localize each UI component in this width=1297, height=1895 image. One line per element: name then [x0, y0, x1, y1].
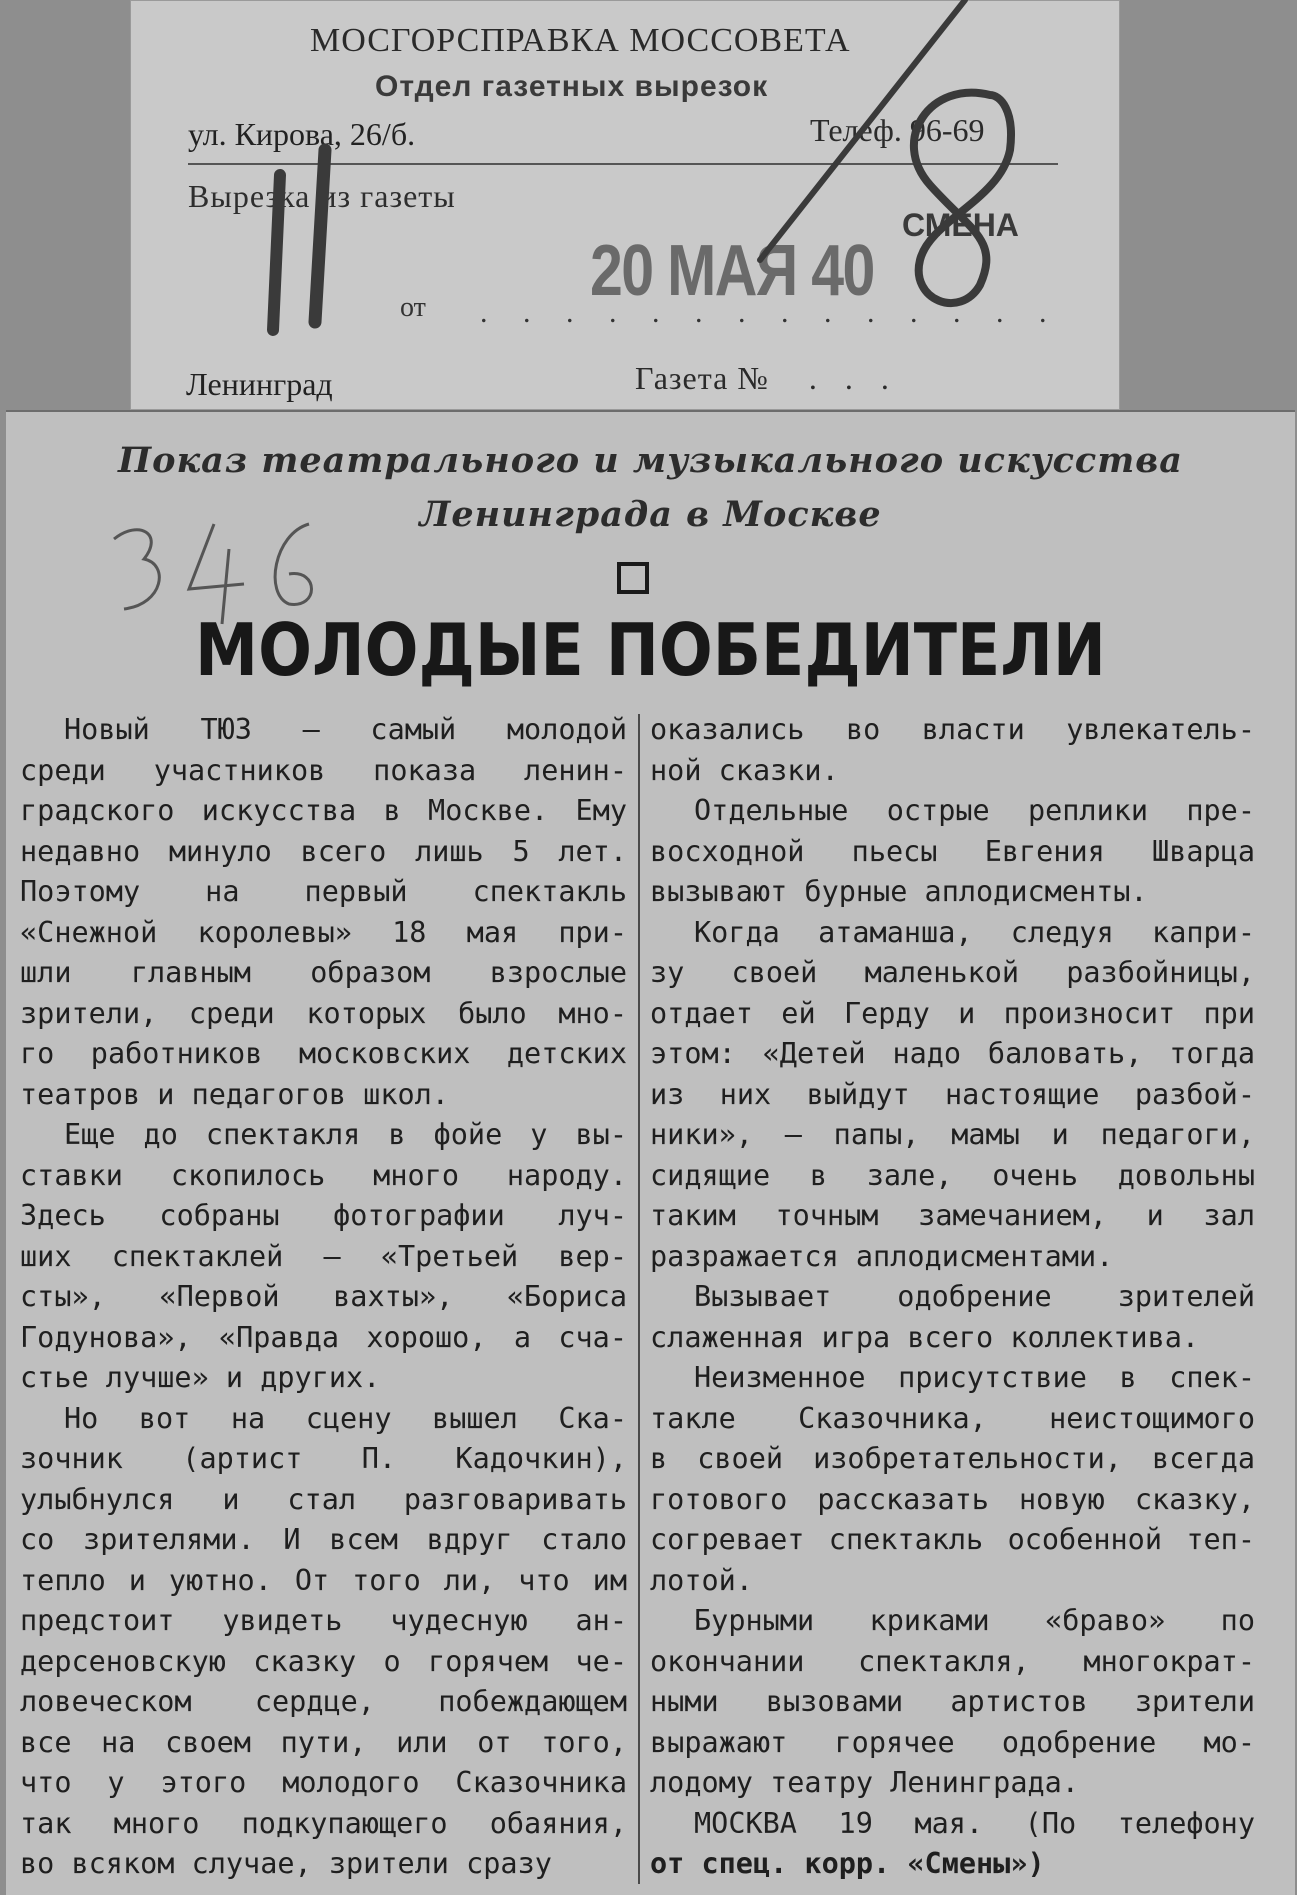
- article-line: ники», — папы, мамы и педагоги,: [650, 1118, 1255, 1151]
- rubric-line-1: Показ театрального и музыкального искусства: [118, 440, 1183, 481]
- address: ул. Кирова, 26/б.: [188, 116, 416, 152]
- article-line: что у этого молодого Сказочника: [20, 1766, 627, 1799]
- article-line: оказались во власти увлекатель-: [650, 713, 1255, 746]
- article-line: тепло и уютно. От того ли, что им: [20, 1563, 627, 1597]
- article-line: зу своей маленькой разбойницы,: [650, 956, 1255, 989]
- article-line: Вызывает одобрение зрителей: [694, 1280, 1255, 1313]
- from-dots: . . . . . . . . . . . . . .: [480, 296, 1061, 329]
- article-line: ной сказки.: [650, 753, 839, 787]
- article-line: лотой.: [650, 1563, 753, 1597]
- article-line: зочник (артист П. Кадочкин),: [20, 1442, 627, 1475]
- article-line: согревает спектакль особенной теп-: [650, 1523, 1255, 1556]
- article-line: лодому театру Ленинграда.: [650, 1766, 1079, 1799]
- article-line: окончании спектакля, многократ-: [650, 1644, 1255, 1678]
- article-line: ших спектаклей — «Третьей вер-: [20, 1239, 627, 1273]
- article-line: ловеческом сердце, побеждающем: [20, 1685, 627, 1718]
- column-divider: [638, 714, 640, 1884]
- article-line: ставки скопилось много народу.: [20, 1158, 627, 1192]
- article-line: недавно минуло всего лишь 5 лет.: [20, 834, 627, 868]
- article-line: из них выйдут настоящие разбой-: [650, 1077, 1255, 1111]
- article-line: предстоит увидеть чудесную ан-: [20, 1604, 627, 1637]
- clipping-header-slip: [130, 0, 1120, 410]
- article-line: Годунова», «Правда хорошо, а сча-: [20, 1320, 627, 1354]
- article-line: в своей изобретательности, всегда: [650, 1442, 1255, 1475]
- agency-name: МОСГОРСПРАВКА МОССОВЕТА: [310, 22, 851, 59]
- article-line: со зрителями. И всем вдруг стало: [20, 1523, 627, 1556]
- article-column-right: [650, 710, 1255, 1885]
- article-line: Поэтому на первый спектакль: [20, 875, 627, 908]
- city: Ленинград: [186, 366, 333, 402]
- newspaper-article: [6, 410, 1295, 1895]
- article-line: «Снежной королевы» 18 мая при-: [20, 915, 627, 949]
- article-line: МОСКВА 19 мая. (По телефону: [694, 1806, 1255, 1840]
- article-line: Когда атаманша, следуя капри-: [694, 915, 1255, 949]
- article-line: такле Сказочника, неистощимого: [650, 1401, 1255, 1435]
- rubric-line-2: Ленинграда в Москве: [419, 494, 882, 535]
- article-line: стье лучше» и других.: [20, 1361, 381, 1394]
- article-line: Еще до спектакля в фойе у вы-: [64, 1118, 627, 1151]
- article-line: восходной пьесы Евгения Шварца: [650, 834, 1255, 868]
- article-line: во всяком случае, зрители сразу: [20, 1847, 552, 1880]
- article-column-left: [20, 710, 627, 1885]
- article-line: отдает ей Герду и произносит при: [650, 996, 1255, 1030]
- article-line: среди участников показа ленин-: [20, 753, 627, 787]
- headline: МОЛОДЫЕ ПОБЕДИТЕЛИ: [195, 608, 1106, 692]
- article-line: таким точным замечанием, и зал: [650, 1199, 1255, 1232]
- article-line: шли главным образом взрослые: [20, 956, 627, 989]
- article-line: Новый ТЮЗ — самый молодой: [64, 713, 627, 746]
- header-rule: [188, 163, 1058, 165]
- article-line: так много подкупающего обаяния,: [20, 1806, 627, 1840]
- article-line: градского искусства в Москве. Ему: [20, 794, 627, 827]
- article-line: улыбнулся и стал разговаривать: [20, 1482, 627, 1516]
- article-line: готового рассказать новую сказку,: [650, 1482, 1255, 1516]
- article-line: сидящие в зале, очень довольны: [650, 1158, 1255, 1192]
- from-label: от: [400, 292, 426, 323]
- cutting-label: Вырезка из газеты: [188, 178, 456, 214]
- article-line: го работников московских детских: [20, 1037, 627, 1070]
- department-name: Отдел газетных вырезок: [375, 70, 769, 103]
- article-line: выражают горячее одобрение мо-: [650, 1725, 1255, 1759]
- phone: Телеф. 96-69: [810, 112, 985, 148]
- article-line: разражается аплодисментами.: [650, 1239, 1114, 1273]
- article-line: от спец. корр. «Смены»): [650, 1847, 1045, 1880]
- date-stamp: 20 МАЯ 40: [590, 231, 874, 311]
- article-line: Но вот на сцену вышел Ска-: [64, 1401, 627, 1435]
- article-line: сты», «Первой вахты», «Бориса: [20, 1280, 627, 1313]
- article-line: зрители, среди которых было мно-: [20, 996, 627, 1030]
- article-line: слаженная игра всего коллектива.: [650, 1320, 1200, 1354]
- gazeta-number-label: Газета № . . .: [635, 360, 899, 396]
- article-line: ными вызовами артистов зрители: [650, 1685, 1255, 1718]
- article-line: Бурными криками «браво» по: [694, 1604, 1255, 1637]
- article-line: этом: «Детей надо баловать, тогда: [650, 1037, 1255, 1070]
- article-line: Здесь собраны фотографии луч-: [20, 1199, 627, 1232]
- article-line: дерсеновскую сказку о горячем че-: [20, 1644, 627, 1678]
- article-line: все на своем пути, или от того,: [20, 1725, 627, 1759]
- article-line: Отдельные острые реплики пре-: [694, 794, 1255, 827]
- article-line: театров и педагогов школ.: [20, 1077, 449, 1111]
- newspaper-stamp: СМЕНА: [902, 207, 1019, 243]
- article-line: вызывают бурные аплодисменты.: [650, 875, 1148, 908]
- article-line: Неизменное присутствие в спек-: [694, 1361, 1255, 1394]
- ornament-square: [617, 562, 649, 594]
